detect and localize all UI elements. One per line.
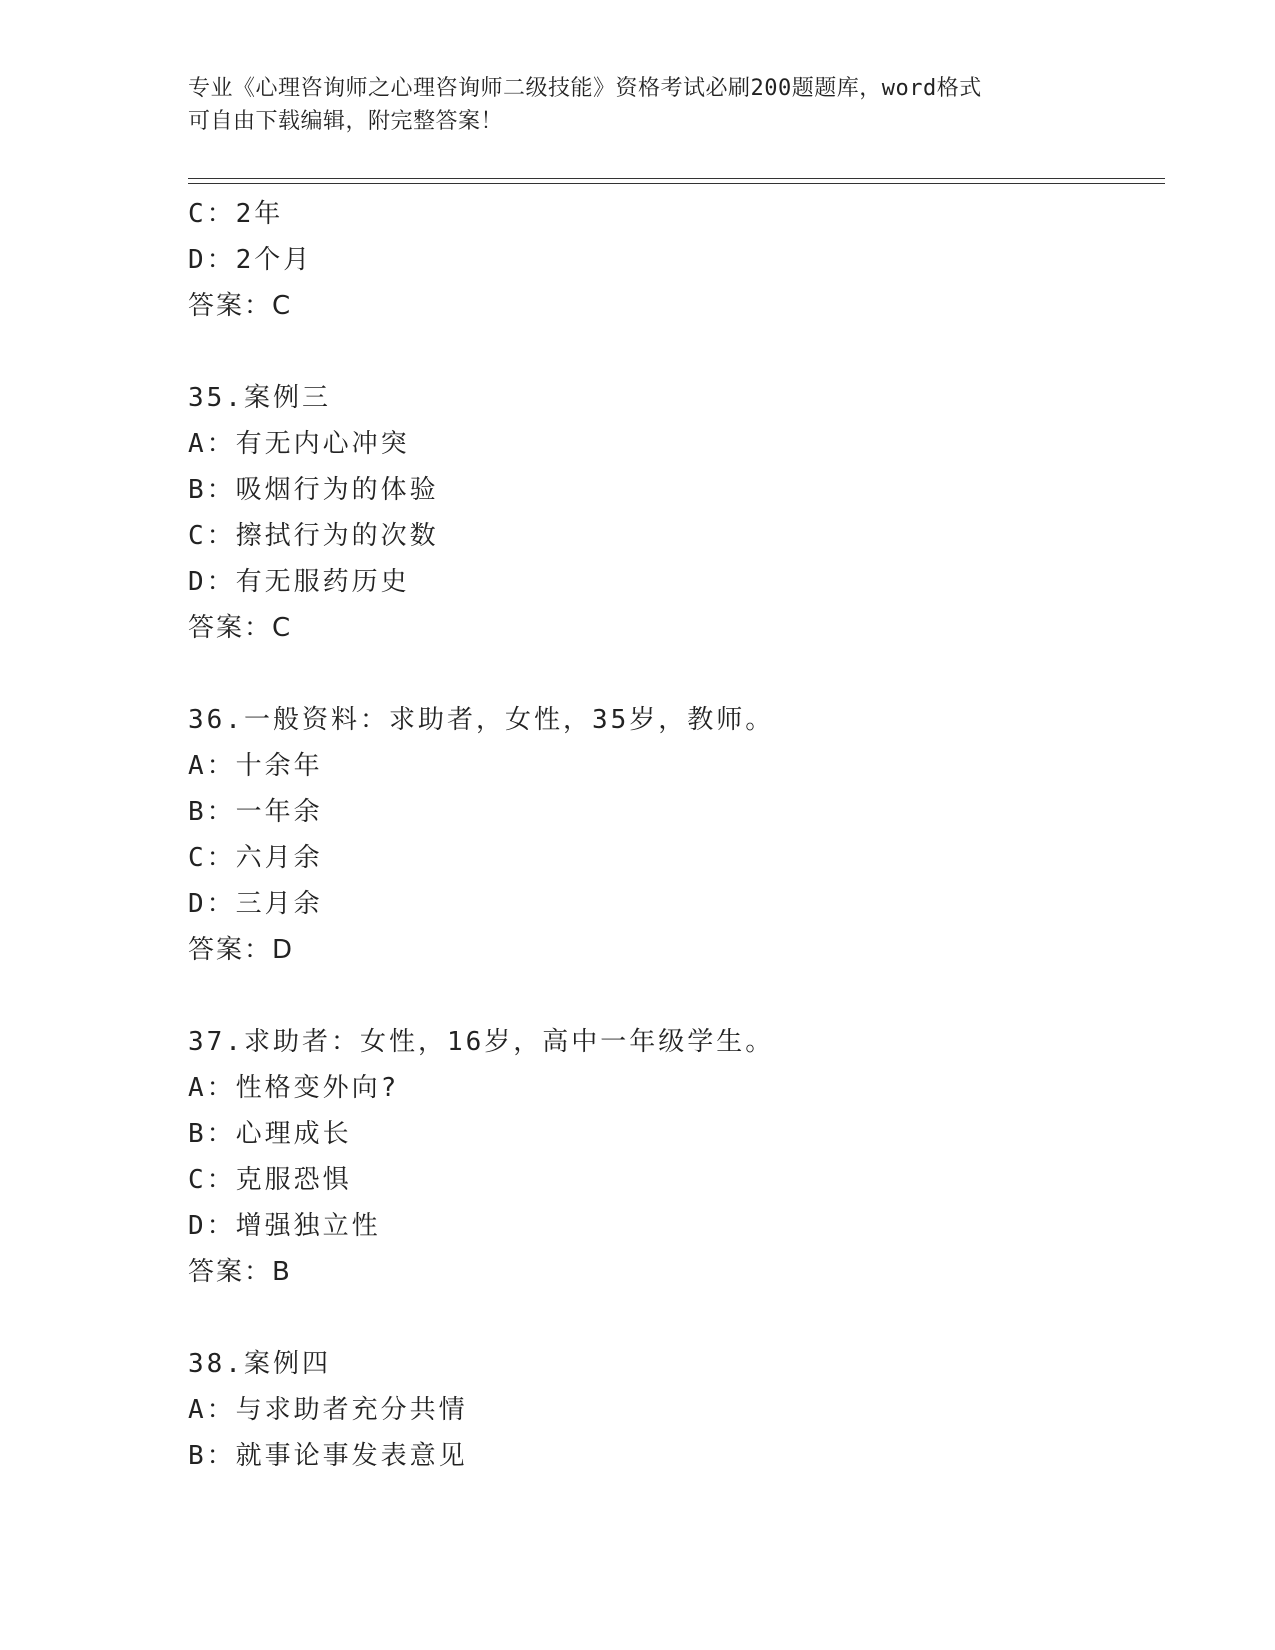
- spacer: [188, 973, 1168, 1019]
- option-c: C：六月余: [188, 843, 323, 873]
- option-c: C：2年: [188, 199, 284, 229]
- option-d: D：2个月: [188, 245, 313, 275]
- option-a: A：性格变外向?: [188, 1073, 400, 1103]
- option-c: C：克服恐惧: [188, 1165, 352, 1195]
- spacer: [188, 329, 1168, 375]
- header-line-2: 可自由下载编辑，附完整答案！: [188, 109, 504, 134]
- question-37: [188, 1019, 1168, 1295]
- question-38: [188, 1341, 1168, 1479]
- header-divider-bottom: [188, 183, 1165, 184]
- option-d: D：三月余: [188, 889, 323, 919]
- question-stem: 36.一般资料：求助者，女性，35岁，教师。: [188, 705, 775, 735]
- option-a: A：与求助者充分共情: [188, 1395, 468, 1425]
- question-stem: 35.案例三: [188, 383, 331, 413]
- header-line-1: 专业《心理咨询师之心理咨询师二级技能》资格考试必刷200题题库，word格式: [188, 76, 982, 101]
- option-c: C：擦拭行为的次数: [188, 521, 439, 551]
- header-divider-top: [188, 178, 1165, 179]
- option-d: D：增强独立性: [188, 1211, 381, 1241]
- question-36: [188, 697, 1168, 973]
- option-b: B：就事论事发表意见: [188, 1441, 468, 1471]
- option-b: B：心理成长: [188, 1119, 352, 1149]
- question-stem: 37.求助者：女性，16岁，高中一年级学生。: [188, 1027, 775, 1057]
- answer-line: 答案：D: [188, 935, 295, 965]
- question-list: [188, 191, 1168, 1479]
- option-a: A：十余年: [188, 751, 323, 781]
- spacer: [188, 1295, 1168, 1341]
- option-b: B：一年余: [188, 797, 323, 827]
- option-d: D：有无服药历史: [188, 567, 410, 597]
- answer-line: 答案：B: [188, 1257, 292, 1287]
- question-stem: 38.案例四: [188, 1349, 331, 1379]
- option-a: A：有无内心冲突: [188, 429, 410, 459]
- question-34-continuation: [188, 191, 1168, 329]
- option-b: B：吸烟行为的体验: [188, 475, 439, 505]
- answer-line: 答案：C: [188, 613, 293, 643]
- document-header: [188, 72, 1068, 138]
- spacer: [188, 651, 1168, 697]
- answer-line: 答案：C: [188, 291, 293, 321]
- question-35: [188, 375, 1168, 651]
